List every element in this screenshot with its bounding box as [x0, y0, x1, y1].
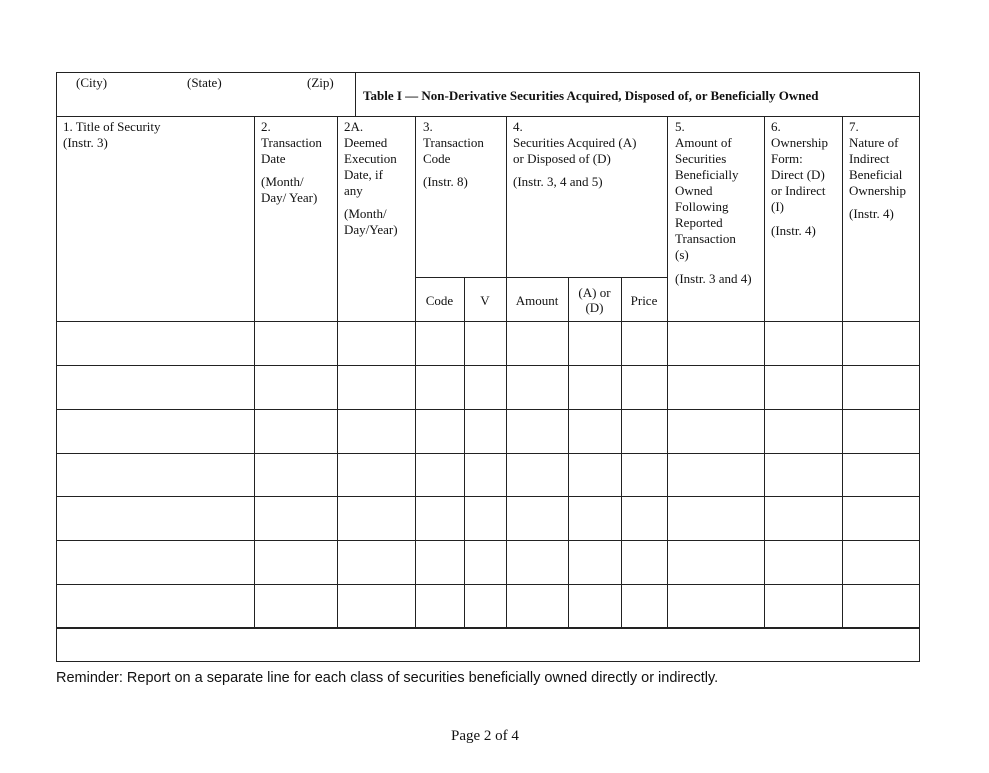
table-row[interactable]	[57, 585, 919, 627]
col6-num: 6.	[771, 119, 781, 134]
col2a-num: 2A.	[344, 119, 364, 134]
col5-l9: (Instr. 3 and 4)	[675, 271, 752, 286]
col4-num: 4.	[513, 119, 523, 134]
col5-l8: (s)	[675, 247, 689, 262]
right-border	[919, 72, 920, 662]
reminder-text: Reminder: Report on a separate line for each class of securities beneficially owned directly or indirectly.	[56, 670, 719, 686]
col3-l2: Code	[423, 151, 451, 166]
col2-l2: Date	[261, 151, 286, 166]
table-row[interactable]	[57, 366, 919, 409]
state-label: (State)	[187, 75, 222, 90]
col4-l1: Securities Acquired (A)	[513, 135, 637, 150]
table-row[interactable]	[57, 497, 919, 540]
col5-l2: Securities	[675, 151, 727, 166]
col5-l1: Amount of	[675, 135, 732, 150]
col2-l4: Day/ Year)	[261, 190, 318, 205]
table-title: Table I — Non-Derivative Securities Acquired, Disposed of, or Beneficially Owned	[363, 88, 819, 103]
col2a-l1: Deemed	[344, 135, 388, 150]
col7-num: 7.	[849, 119, 859, 134]
table-row[interactable]	[57, 322, 919, 365]
city-label: (City)	[76, 75, 108, 90]
col5-l3: Beneficially	[675, 167, 739, 182]
subheader-top-border	[415, 277, 667, 278]
col6-l4: or Indirect	[771, 183, 826, 198]
subheader-code: Code	[425, 293, 454, 308]
table-bottom-border	[56, 661, 920, 662]
col2a-l2: Execution	[344, 151, 397, 166]
col4-l3: (Instr. 3, 4 and 5)	[513, 174, 603, 189]
col5-l6: Reported	[675, 215, 723, 230]
col6-l1: Ownership	[771, 135, 829, 150]
subheader-price: Price	[630, 293, 658, 308]
col6-l3: Direct (D)	[771, 167, 825, 182]
col7-l4: Ownership	[849, 183, 907, 198]
col3-l1: Transaction	[423, 135, 484, 150]
zip-label: (Zip)	[307, 75, 334, 90]
col6-l6: (Instr. 4)	[771, 223, 816, 238]
table-row[interactable]	[57, 541, 919, 584]
subheader-ad-line1: (A) or	[578, 285, 611, 300]
col2a-l4: any	[344, 183, 363, 198]
col2-l3: (Month/	[261, 174, 304, 189]
col1-title: 1. Title of Security	[63, 119, 161, 134]
col3-num: 3.	[423, 119, 433, 134]
col7-l3: Beneficial	[849, 167, 903, 182]
subheader-amount: Amount	[515, 293, 559, 308]
col5-num: 5.	[675, 119, 685, 134]
col7-l2: Indirect	[849, 151, 890, 166]
col2-num: 2.	[261, 119, 271, 134]
page-number: Page 2 of 4	[451, 728, 519, 744]
col4-l2: or Disposed of (D)	[513, 151, 611, 166]
col6-l5: (I)	[771, 199, 784, 214]
col5-l7: Transaction	[675, 231, 736, 246]
col2a-l5: (Month/	[344, 206, 387, 221]
title-box-left-border	[355, 72, 356, 116]
table-row[interactable]	[57, 454, 919, 496]
table-footer-row[interactable]	[57, 629, 919, 661]
header-top-border	[56, 116, 920, 117]
col2a-l3: Date, if	[344, 167, 383, 182]
col1-instr: (Instr. 3)	[63, 135, 108, 150]
table-row[interactable]	[57, 410, 919, 453]
col3-l3: (Instr. 8)	[423, 174, 468, 189]
col2-l1: Transaction	[261, 135, 322, 150]
subheader-ad-line2: (D)	[585, 300, 604, 315]
col2a-l6: Day/Year)	[344, 222, 398, 237]
col5-l5: Following	[675, 199, 729, 214]
top-border	[56, 72, 920, 73]
col7-l1: Nature of	[849, 135, 899, 150]
col6-l2: Form:	[771, 151, 803, 166]
subheader-v: V	[480, 293, 490, 308]
col7-l5: (Instr. 4)	[849, 206, 894, 221]
col5-l4: Owned	[675, 183, 713, 198]
